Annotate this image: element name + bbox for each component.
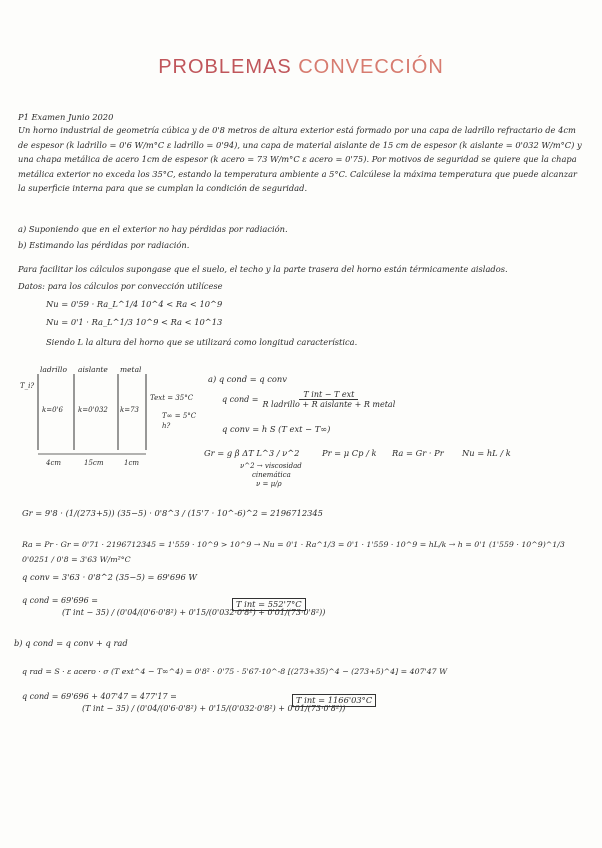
qcond-a-fraction: (T int − 35) / (0'04/(0'6·0'8²) + 0'15/(0'032·0'8²) + 0'01/(73·0'8²)) xyxy=(62,608,326,617)
viscosity-note-3: ν = μ/ρ xyxy=(256,480,282,488)
k-metal: k=73 xyxy=(120,406,140,414)
qconv-calculation: q conv = 3'63 · 0'8^2 (35−5) = 69'696 W xyxy=(22,572,197,582)
question-b: b) Estimando las pérdidas por radiación. xyxy=(18,240,190,250)
thickness-metal: 1cm xyxy=(124,459,140,467)
layer-label-ladrillo: ladrillo xyxy=(40,365,67,374)
qcond-denominator: R ladrillo + R aislante + R metal xyxy=(262,400,396,409)
qcond-equation xyxy=(222,390,395,409)
h-label: h? xyxy=(162,422,171,430)
grashof-definition: Gr = g β ΔT L^3 / ν^2 xyxy=(204,448,300,458)
rayleigh-definition: Ra = Gr · Pr xyxy=(392,448,444,458)
grashof-calculation: Gr = 9'8 · (1/(273+5)) (35−5) · 0'8^3 / (15'7 · 10^-6)^2 = 2196712345 xyxy=(22,508,323,518)
layer-label-aislante: aislante xyxy=(78,365,108,374)
t-int-label: T_i? xyxy=(20,382,35,390)
question-a: a) Suponiendo que en el exterior no hay pérdidas por radiación. xyxy=(18,224,288,234)
k-aislante: k=0'032 xyxy=(78,406,108,414)
qcond-b-label: q cond = 69'696 + 407'47 = 477'17 = xyxy=(22,692,177,701)
prandtl-definition: Pr = μ Cp / k xyxy=(322,448,377,458)
qcond-b-fraction: (T int − 35) / (0'04/(0'6·0'8²) + 0'15/(0'032·0'8²) + 0'01/(73·0'8²)) xyxy=(82,704,346,713)
qcond-a-label: q cond = 69'696 = xyxy=(22,596,98,605)
title-part1: PROBLEMAS xyxy=(158,56,292,78)
nusselt-definition: Nu = hL / k xyxy=(462,448,511,458)
qcond-label: q cond = xyxy=(222,395,259,404)
title-part2: CONVECCIÓN xyxy=(298,56,444,78)
qcond-fraction xyxy=(262,390,395,409)
qcond-numerator: T int − T ext xyxy=(299,390,358,400)
exam-header: P1 Examen Junio 2020 xyxy=(18,112,114,122)
page-title xyxy=(0,56,602,79)
result-b-box: T int = 1166'03°C xyxy=(292,694,376,707)
result-a-box: T int = 552'7°C xyxy=(232,598,306,611)
part-b-balance: b) q cond = q conv + q rad xyxy=(14,638,128,648)
viscosity-note-2: cinemática xyxy=(252,471,291,479)
rayleigh-calculation: Ra = Pr · Gr = 0'71 · 2196712345 = 1'559 · 10^9 > 10^9 → Nu = 0'1 · Ra^1/3 = 0'1 · 1'559 · 10^9 = hL/k → h = 0'1 (1'559 · 10^9)^1/3 0'0251 / 0'8 = 3'63 W/m²°C xyxy=(22,540,565,564)
wall-diagram xyxy=(20,362,205,472)
k-ladrillo: k=0'6 xyxy=(42,406,63,414)
t-ext-label: Text = 35°C xyxy=(150,394,194,402)
formula-nu-2: Nu = 0'1 · Ra_L^1/3 10^9 < Ra < 10^13 xyxy=(46,317,223,327)
thickness-ladrillo: 4cm xyxy=(46,459,62,467)
assumption-text: Para facilitar los cálculos supongase que el suelo, el techo y la parte trasera del horno están térmicamente aislados. xyxy=(18,264,508,274)
problem-statement: Un horno industrial de geometría cúbica y de 0'8 metros de altura exterior está formado por una capa de ladrillo refractario de 4cm de espesor (k ladrillo = 0'6 W/m°C ε ladrillo = 0'94), una capa de material aislante de 15 cm de espesor (k aislante = 0'032 W/m°C) y una chapa metálica de acero 1cm de espesor (k acero = 73 W/m°C ε acero = 0'75). Por motivos de seguridad se quiere que la chapa metálica exterior no exceda los 35°C, estando la temperatura ambiente a 5°C. Calcúlese la máxima temperatura que puede alcanzar la superficie interna para que se cumplan la condición de seguridad. xyxy=(18,125,582,193)
part-a-balance: a) q cond = q conv xyxy=(208,374,287,384)
formula-nu-1: Nu = 0'59 · Ra_L^1/4 10^4 < Ra < 10^9 xyxy=(46,299,223,309)
qrad-calculation: q rad = S · ε acero · σ (T ext^4 − T∞^4) = 0'8² · 0'75 · 5'67·10^-8 [(273+35)^4 − (273+5)^4] = 407'47 W xyxy=(22,667,448,676)
siendo-text: Siendo L la altura del horno que se utilizará como longitud característica. xyxy=(46,337,358,347)
t-inf-label: T∞ = 5°C xyxy=(162,412,197,420)
layer-label-metal: metal xyxy=(120,365,142,374)
datos-text: Datos: para los cálculos por convección utilícese xyxy=(18,281,223,291)
viscosity-note-1: ν^2 → viscosidad xyxy=(240,462,302,470)
qconv-equation: q conv = h S (T ext − T∞) xyxy=(222,424,331,434)
thickness-aislante: 15cm xyxy=(84,459,104,467)
